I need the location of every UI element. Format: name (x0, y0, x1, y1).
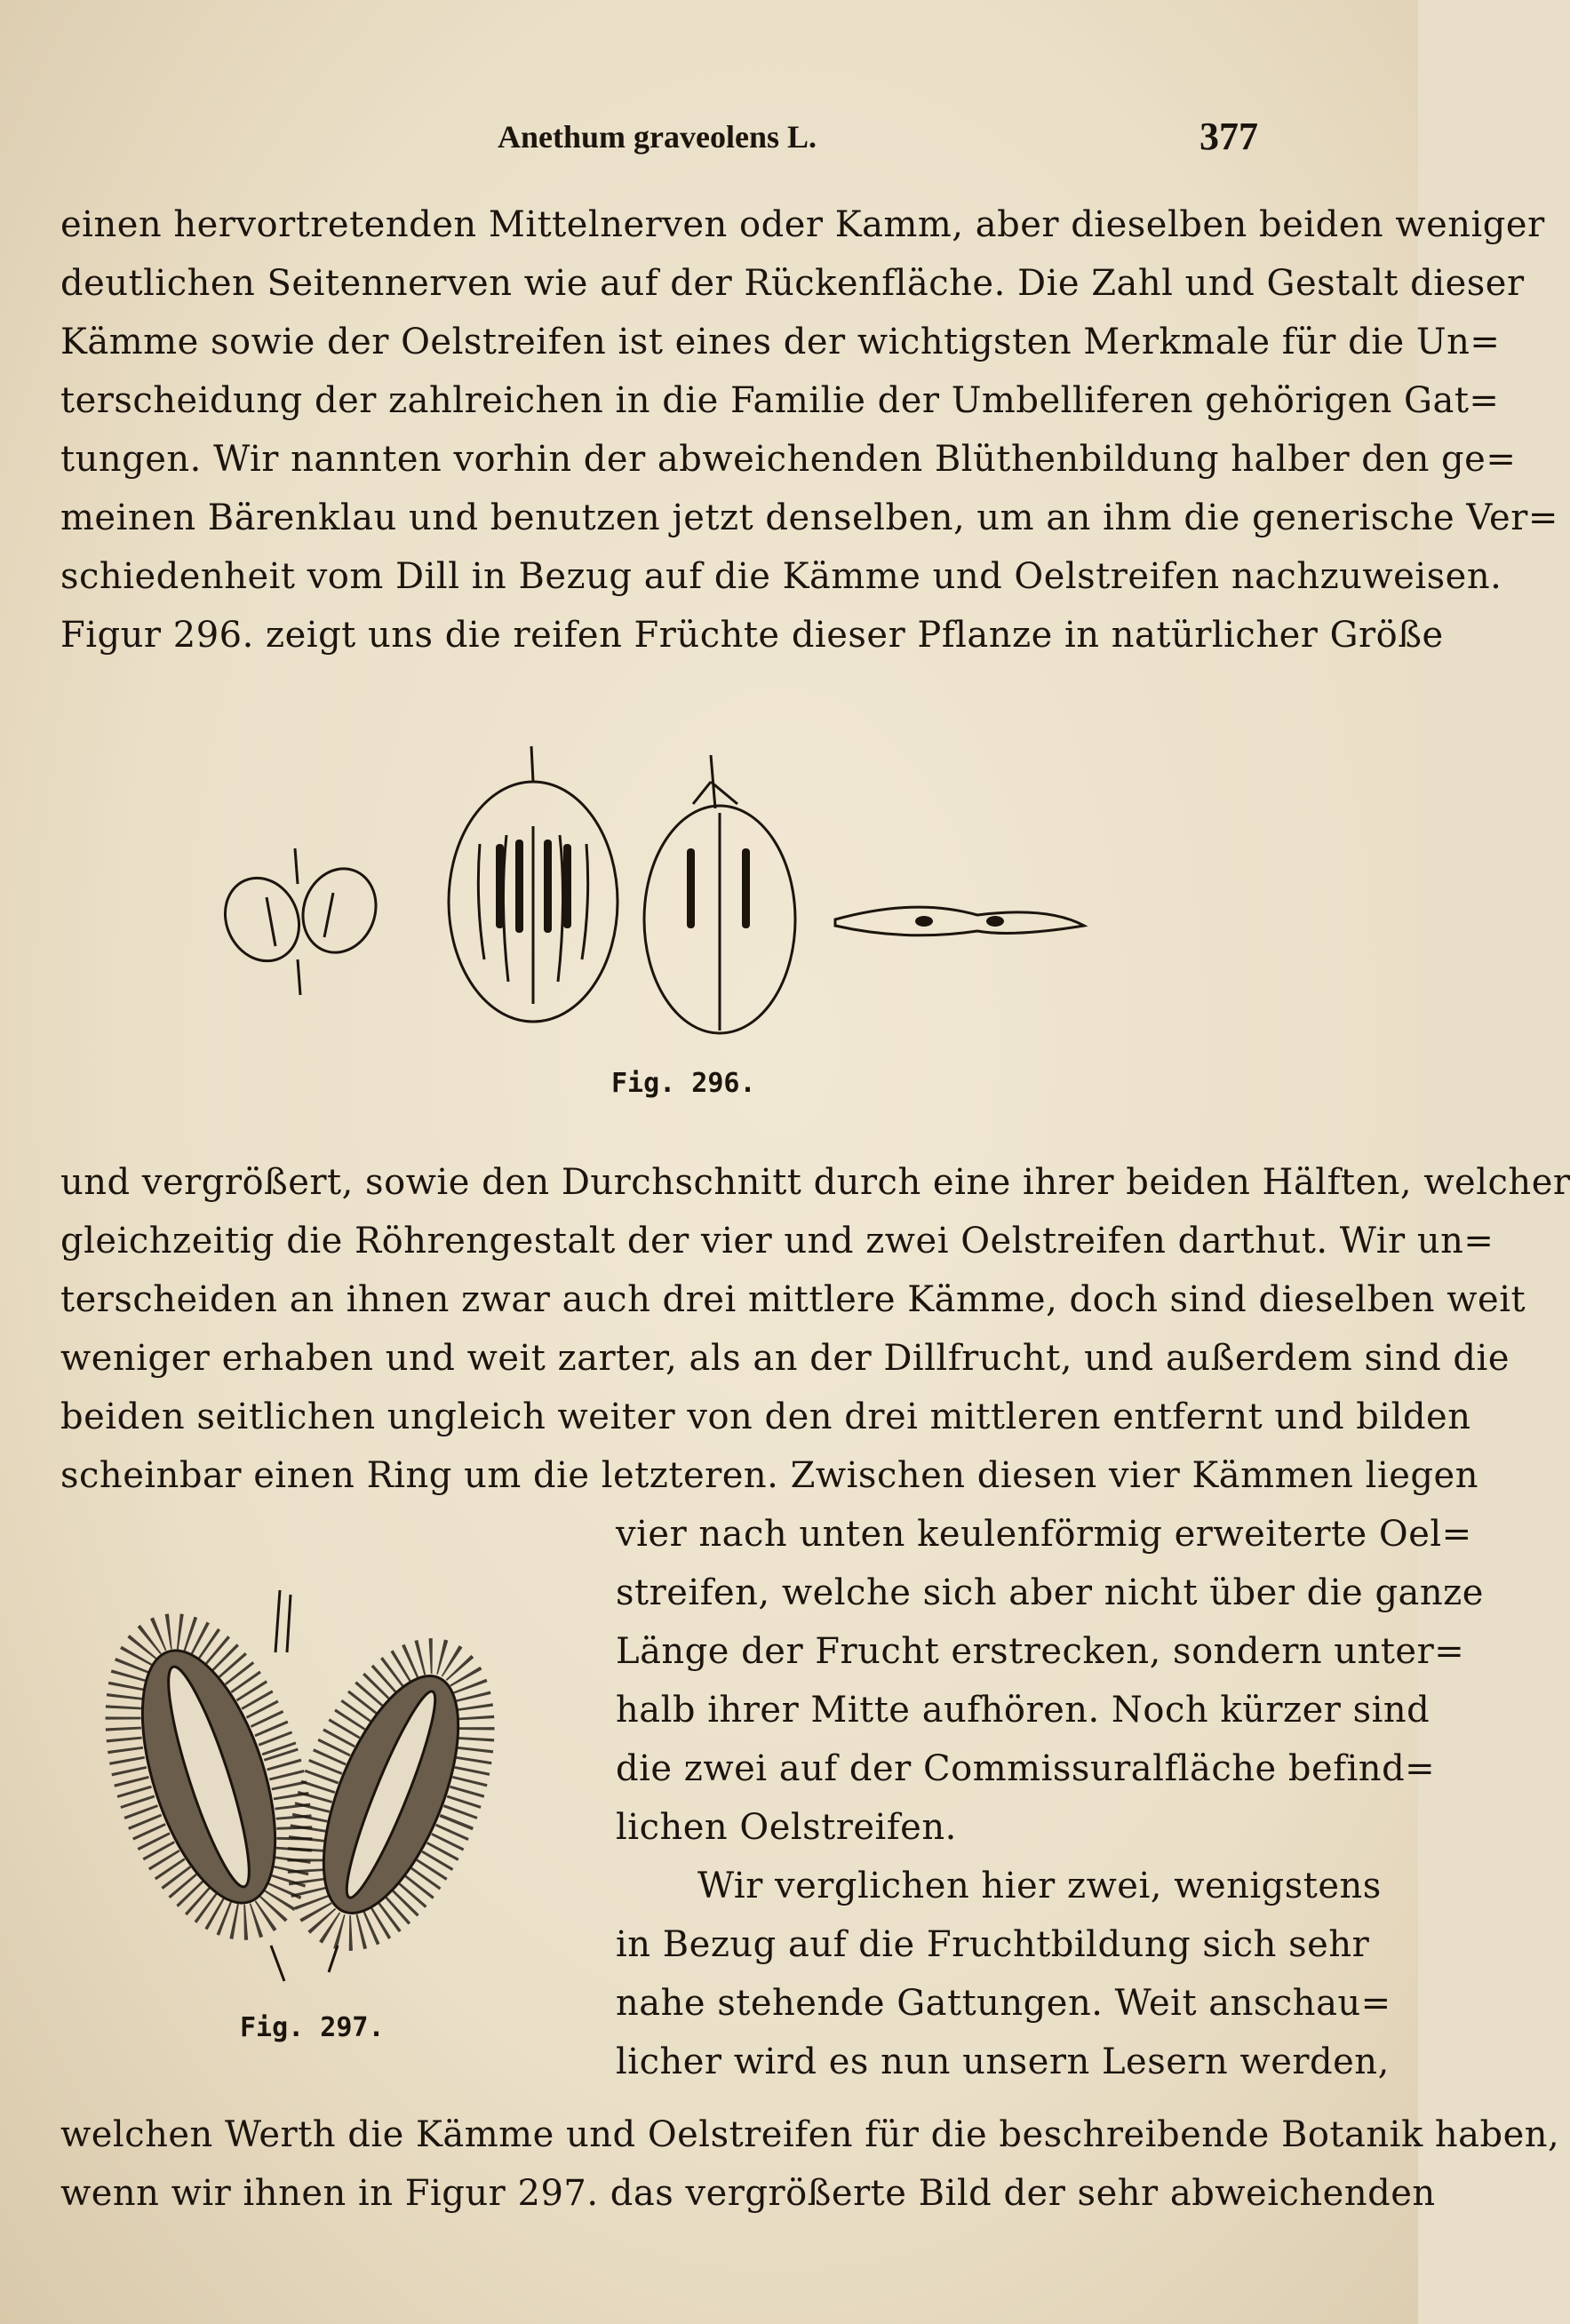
text-line: licher wird es nun unsern Lesern werden, (616, 2041, 1390, 2082)
text-line: die zwei auf der Commissuralfläche befind= (616, 1748, 1436, 1789)
page-number: 377 (1199, 115, 1258, 158)
figure-296-illustration (213, 737, 1102, 1031)
text-line: halb ihrer Mitte aufhören. Noch kürzer sind (616, 1690, 1431, 1731)
text-line: weniger erhaben und weit zarter, als an der Dillfrucht, und außerdem sind die (60, 1338, 1510, 1379)
text-line: Figur 296. zeigt uns die reifen Früchte dieser Pflanze in natürlicher Größe (60, 615, 1444, 656)
text-line: beiden seitlichen ungleich weiter von den drei mittleren entfernt und bilden (60, 1397, 1471, 1437)
text-line: terscheiden an ihnen zwar auch drei mittlere Kämme, doch sind dieselben weit (60, 1279, 1526, 1320)
figure-297-illustration (71, 1590, 533, 1981)
text-line: Länge der Frucht erstrecken, sondern unter= (616, 1631, 1465, 1672)
text-line: und vergrößert, sowie den Durchschnitt durch eine ihrer beiden Hälften, welcher (60, 1162, 1570, 1203)
text-line: einen hervortretenden Mittelnerven oder Kamm, aber dieselben beiden weniger (60, 204, 1545, 245)
text-line: meinen Bärenklau und benutzen jetzt denselben, um an ihm die generische Ver= (60, 497, 1558, 538)
text-line: scheinbar einen Ring um die letzteren. Zwischen diesen vier Kämmen liegen (60, 1455, 1478, 1496)
text-line: gleichzeitig die Röhrengestalt der vier und zwei Oelstreifen darthut. Wir un= (60, 1221, 1494, 1261)
text-line: terscheidung der zahlreichen in die Familie der Umbelliferen gehörigen Gat= (60, 380, 1500, 421)
running-title: Anethum graveolens L. (498, 119, 817, 155)
text-line: streifen, welche sich aber nicht über die ganze (616, 1572, 1484, 1613)
text-line: tungen. Wir nannten vorhin der abweichenden Blüthenbildung halber den ge= (60, 439, 1517, 480)
text-line: Wir verglichen hier zwei, wenigstens (697, 1866, 1382, 1906)
figure-297-caption: Fig. 297. (240, 2012, 385, 2043)
text-line: lichen Oelstreifen. (616, 1807, 957, 1848)
text-line: welchen Werth die Kämme und Oelstreifen für die beschreibende Botanik haben, (60, 2114, 1560, 2155)
text-line: schiedenheit vom Dill in Bezug auf die Kämme und Oelstreifen nachzuweisen. (60, 556, 1502, 597)
text-line: Kämme sowie der Oelstreifen ist eines der wichtigsten Merkmale für die Un= (60, 322, 1501, 362)
text-line: nahe stehende Gattungen. Weit anschau= (616, 1983, 1391, 2024)
figure-296-caption: Fig. 296. (611, 1068, 756, 1099)
text-line: wenn wir ihnen in Figur 297. das vergrößerte Bild der sehr abweichenden (60, 2173, 1436, 2214)
text-line: in Bezug auf die Fruchtbildung sich sehr (616, 1924, 1370, 1965)
text-line: vier nach unten keulenförmig erweiterte Oel= (616, 1514, 1472, 1555)
text-line: deutlichen Seitennerven wie auf der Rückenfläche. Die Zahl und Gestalt dieser (60, 263, 1525, 304)
